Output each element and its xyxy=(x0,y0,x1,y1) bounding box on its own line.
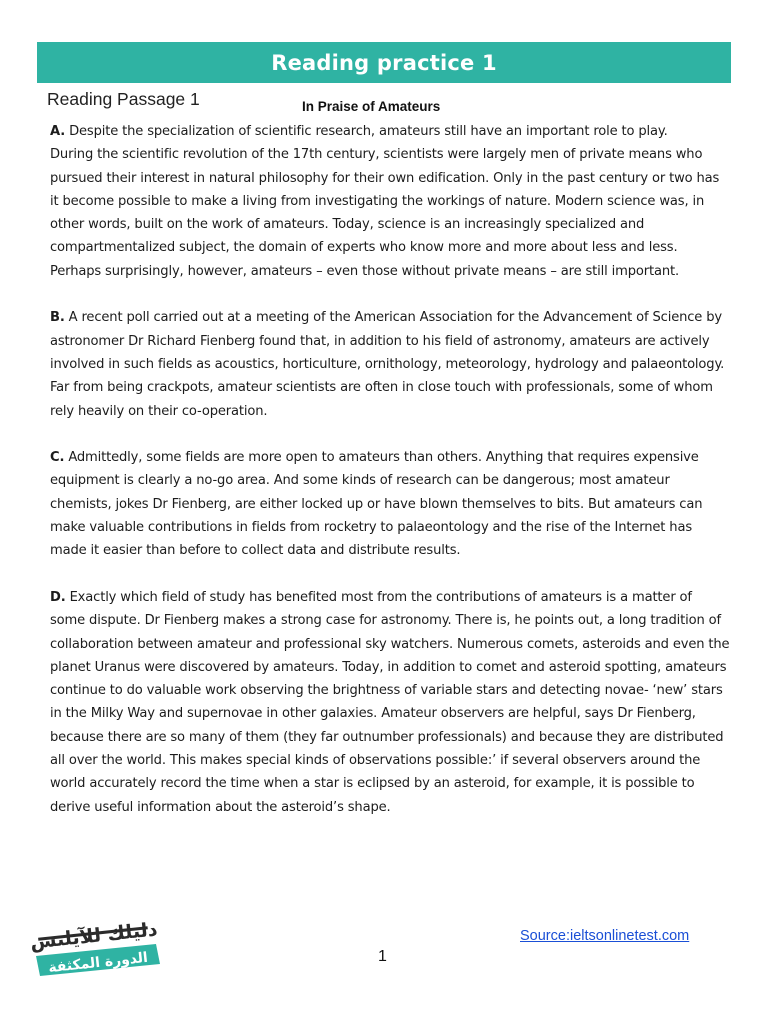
paragraph-a xyxy=(50,120,730,283)
page-number: 1 xyxy=(378,948,387,965)
paragraph-d xyxy=(50,586,730,819)
course-logo xyxy=(28,912,168,992)
paragraph-text: During the scientific revolution of the 17th century, scientists were largely men of private means who pursued their interest in natural philosophy for their own edification. Only in the past century or two has it become possible to make a living from investigating the workings of nature. Modern science was, in other words, built on the work of amateurs. Today, science is an increasingly specialized and compartmentalized subject, the domain of experts who know more and more about less and less. Perhaps surprisingly, however, amateurs – even those without private means – are still important. xyxy=(50,147,720,279)
paragraph-b xyxy=(50,306,730,422)
paragraph-text: Exactly which field of study has benefited most from the contributions of amateurs is a matter of some dispute. Dr Fienberg makes a strong case for astronomy. There is, he points out, a long tradition of collaboration between amateur and professional sky watchers. Numerous comets, asteroids and even the planet Uranus were discovered by amateurs. Today, in addition to comet and asteroid spotting, amateurs continue to do valuable work observing the brightness of variable stars and detecting novae- ‘new’ stars in the Milky Way and supernovae in other galaxies. Amateur observers are helpful, says Dr Fienberg, because there are so many of them (they far outnumber professionals) and because they are distributed all over the world. This makes special kinds of observations possible:’ if several observers around the world accurately record the time when a star is eclipsed by an asteroid, for example, it is possible to derive useful information about the asteroid’s shape. xyxy=(50,589,730,815)
paragraph-c xyxy=(50,446,730,562)
title-banner xyxy=(37,42,731,83)
paragraph-text: A recent poll carried out at a meeting of the American Association for the Advancement of Science by astronomer Dr Richard Fienberg found that, in addition to his field of astronomy, amateurs are actively involved in such fields as acoustics, horticulture, ornithology, meteorology, hydrology and palaeontology. Far from being crackpots, amateur scientists are often in close touch with professionals, some of whom rely heavily on their co-operation. xyxy=(50,310,725,419)
paragraph-letter: B. xyxy=(50,310,65,326)
passage-body xyxy=(50,120,730,842)
paragraph-letter: C. xyxy=(50,450,65,466)
source-link[interactable]: Source:ieltsonlinetest.com xyxy=(520,928,690,944)
passage-title: In Praise of Amateurs xyxy=(302,99,441,114)
passage-label: Reading Passage 1 xyxy=(47,89,200,109)
page-title: Reading practice 1 xyxy=(271,50,497,75)
paragraph-text: Despite the specialization of scientific research, amateurs still have an important role to play. xyxy=(69,124,668,139)
logo-bottom-text: الدورة المكثفة xyxy=(47,949,149,977)
paragraph-text: Admittedly, some fields are more open to amateurs than others. Anything that requires expensive equipment is clearly a no-go area. And some kinds of research can be dangerous; most amateur chemists, jokes Dr Fienberg, are either locked up or have blown themselves to bits. But amateurs can make valuable contributions in fields from rocketry to palaeontology and the rise of the Internet has made it easier than before to collect data and distribute results. xyxy=(50,450,703,559)
paragraph-letter: D. xyxy=(50,589,66,605)
paragraph-letter: A. xyxy=(50,124,66,139)
logo-top-text: دليلك للآيلتس xyxy=(29,918,159,954)
